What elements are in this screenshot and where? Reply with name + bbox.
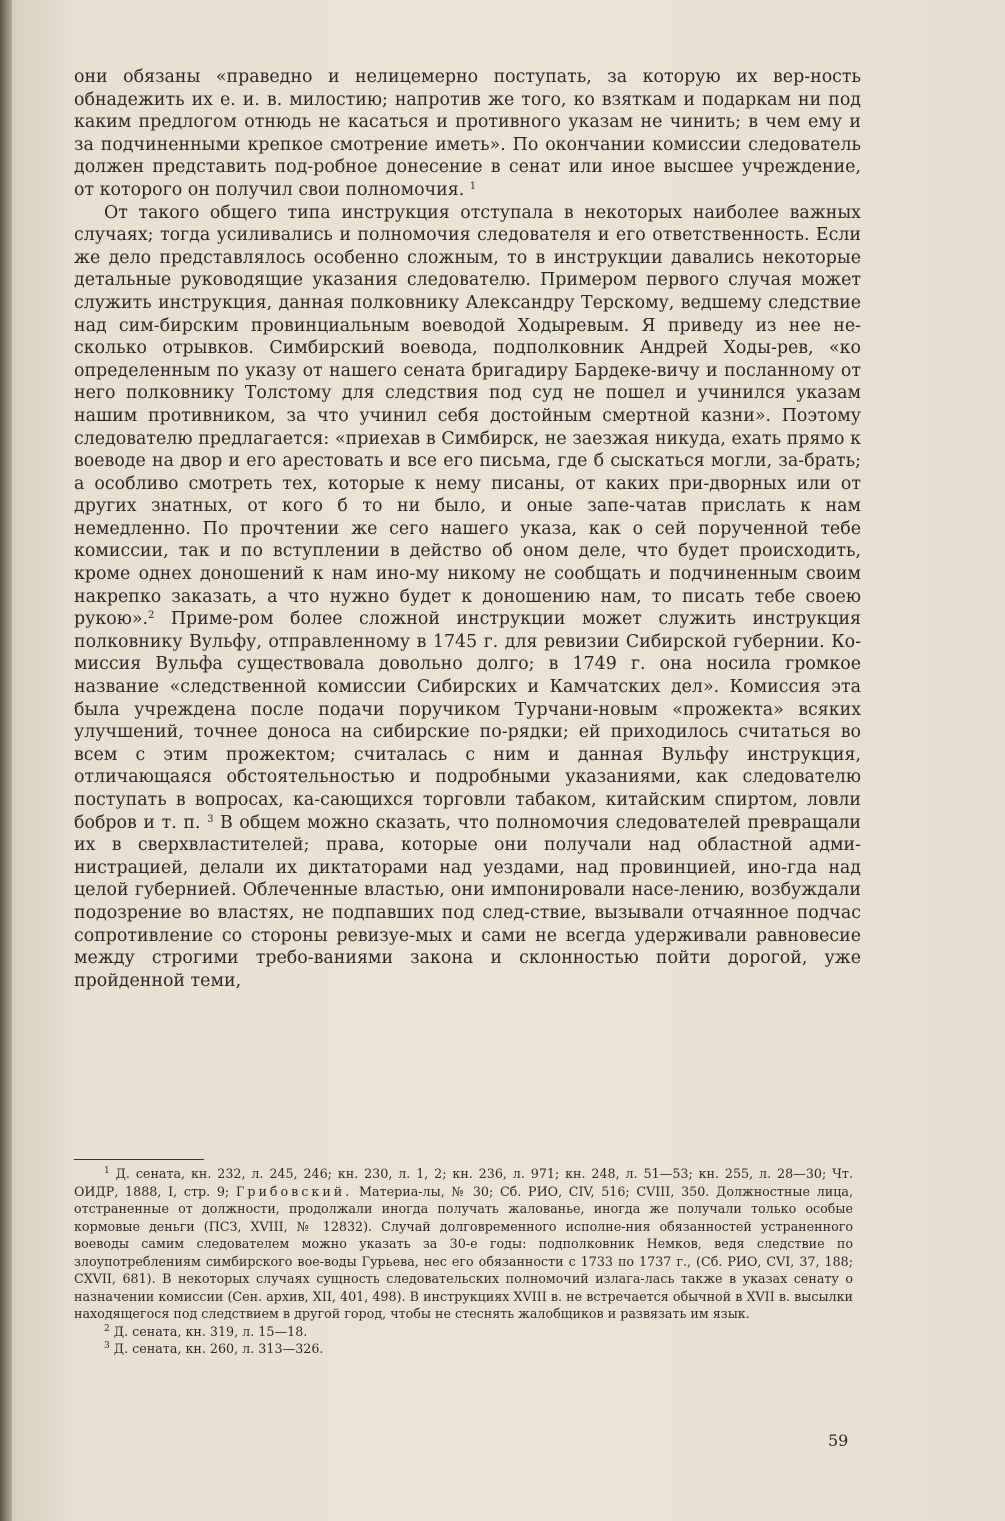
- page-number: 59: [828, 1431, 849, 1450]
- main-text: [74, 66, 861, 992]
- footnote-separator: [74, 1159, 204, 1160]
- footnote-ref-3: 3: [207, 813, 214, 825]
- paragraph-2: От такого общего типа инструкция отступала в некоторых наиболее важных случаях; тогда усиливались и полномочия следователя и его ответственность. Если же дело представлялось особенно сложным, то в инструкции давались некоторые детальные руководящие указания следователю. Примером первого случая может служить инструкция, данная полковнику Александру Терскому, ведшему следствие над сим-бирским провинциальным воеводой Ходыревым. Я приведу из нее не-сколько отрывков. Симбирский воевода, подполковник Андрей Ходы-рев, «ко определенным по указу от нашего сената бригадиру Бардеке-вичу и посланному от него полковнику Толстому для следствия под суд не пошел и учинился указам нашим противником, за что учинил себя достойным смертной казни». Поэтому следователю предлагается: «приехав в Симбирск, не заезжая никуда, ехать прямо к воеводе на двор и его арестовать и все его письма, где б сыскаться могли, за-брать; а особливо смотреть тех, которые к нему писаны, от каких при-дворных или от других знатных, от кого б то ни было, и оные запе-чатав прислать к нам немедленно. По прочтении же сего нашего указа, как о сей порученной тебе комиссии, так и по вступлении в действо об оном деле, что будет происходить, кроме однех доношений к нам ино-му никому не сообщать и подчиненным своим накрепко заказать, а что нужно будет к доношению нам, то писать тебе своею рукою».$^2$ Приме-ром более сложной инструкции может служить инструкция полковнику Вульфу, отправленному в 1745 г. для ревизии Сибирской губернии. Ко-миссия Вульфа существовала довольно долго; в 1749 г. она носила громкое название «следственной комиссии Сибирских и Камчатских дел». Комиссия эта была учреждена после подачи поручиком Турчани-новым «прожекта» всяких улучшений, точнее доноса на сибирские по-рядки; ей приходилось считаться во всем с этим прожектом; считалась с ним и данная Вульфу инструкция, отличающаяся обстоятельностью и подробными указаниями, как следователю поступать в вопросах, ка-сающихся торговли табаком, китайским спиртом, ловли бобров и т. п. $^3$ В общем можно сказать, что полномочия следователей превращали их в сверхвластителей; права, которые они получали над областной адми-нистрацией, делали их диктаторами над уездами, над провинцией, ино-гда над целой губернией. Облеченные властью, они импонировали насе-лению, возбуждали подозрение во властях, не подпавших под след-ствие, вызывали отчаянное подчас сопротивление со стороны ревизуе-мых и сами не всегда удерживали равновесие между строгими требо-ваниями закона и склонностью пойти дорогой, уже пройденной теми,: [74, 202, 862, 991]
- footnote-author: Грибовский.: [235, 1183, 353, 1199]
- paragraph-1: они обязаны «праведно и нелицемерно поступать, за которую их вер-ность обнадежить их е. и. в. милостию; напротив же того, ко взяткам и подаркам ни под каким предлогом отнюдь не касаться и противного указам не чинить; в чем ему и за подчиненными крепкое смотрение иметь». По окончании комиссии следователь должен представить под-робное донесение в сенат или иное высшее учреждение, от которого он получил свои полномочия. $^1$: [74, 67, 861, 200]
- book-spine-edge: [0, 0, 12, 1521]
- footnotes: [74, 1165, 853, 1358]
- footnote-ref-1: 1: [469, 180, 477, 192]
- footnote-2: $^2$ Д. сената, кн. 319, л. 15—18.: [104, 1323, 308, 1339]
- footnote-1: $^1$ Д. сената, кн. 232, л. 245, 246; кн. 230, л. 1, 2; кн. 236, л. 971; кн. 248, л. 51—53; кн. 255, л. 28—30; Чт. ОИДР, 1888, I, стр. 9; Грибовский. Материа-лы, № 30; Сб. РИО, CIV, 516; CVIII, 350. Должностные лица, отстраненные от должности, продолжали иногда получать жалованье, иногда же получали только особые кормовые деньги (ПСЗ, XVIII, № 12832). Случай долговременного исполне-ния обязанностей устраненного воеводы самим следователем можно указать за 30-е годы: подполковник Немков, ведя следствие по злоупотреблениям симбирского вое-воды Гурьева, нес его обязанности с 1733 по 1737 г., (Сб. РИО, CVI, 37, 188; CXVII, 681). В некоторых случаях сущность следовательских полномочий излага-лась также в указах сенату о назначении комиссии (Сен. архив, XII, 401, 498). В инструкциях XVIII в. не встречается обычной в XVII в. высылки находящегося под следствием в другой город, чтобы не стеснять жалобщиков и развязать им язык.: [74, 1166, 853, 1321]
- footnote-ref-2: 2: [148, 610, 155, 622]
- footnote-3: $^3$ Д. сената, кн. 260, л. 313—326.: [104, 1341, 324, 1356]
